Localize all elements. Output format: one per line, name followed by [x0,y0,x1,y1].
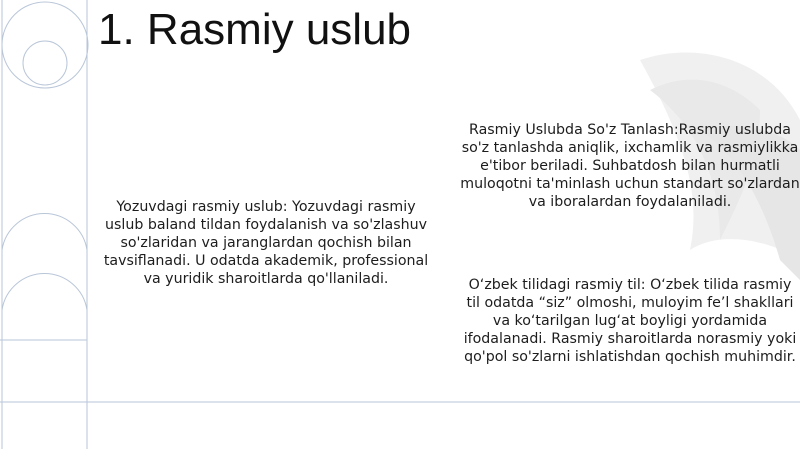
text-block-written-formal-style: Yozuvdagi rasmiy uslub: Yozuvdagi rasmiy uslub baland tildan foydalanish va so'zlashuv so'zlaridan va jaranglardan qochish bilan tavsiflanadi. U odatda akademik, professional va yuridik sharoitlarda qo'llaniladi. [103,199,429,287]
deco-circle-small [23,41,67,85]
text-block-uzbek-formal-language: O‘zbek tilidagi rasmiy til: O‘zbek tilida rasmiy til odatda “siz” olmoshi, muloyim fe’l shakllari va ko‘tarilgan lug‘at boyligi yordamida ifodalanadi. Rasmiy sharoitlarda norasmiy yoki qo'pol so'zlarni ishlatishdan qochish muhimdir. [463,277,797,365]
deco-arch-1 [2,214,87,300]
deco-circle-large [2,2,88,88]
slide-title: 1. Rasmiy uslub [98,5,412,54]
text-block-word-choice: Rasmiy Uslubda So'z Tanlash:Rasmiy uslubda so'z tanlashda aniqlik, ixchamlik va rasmiylikka e'tibor beriladi. Suhbatdosh bilan hurmatli muloqotni ta'minlash uchun standart so'zlardan va iboralardan foydalaniladi. [460,122,800,210]
deco-arch-2 [2,274,87,340]
